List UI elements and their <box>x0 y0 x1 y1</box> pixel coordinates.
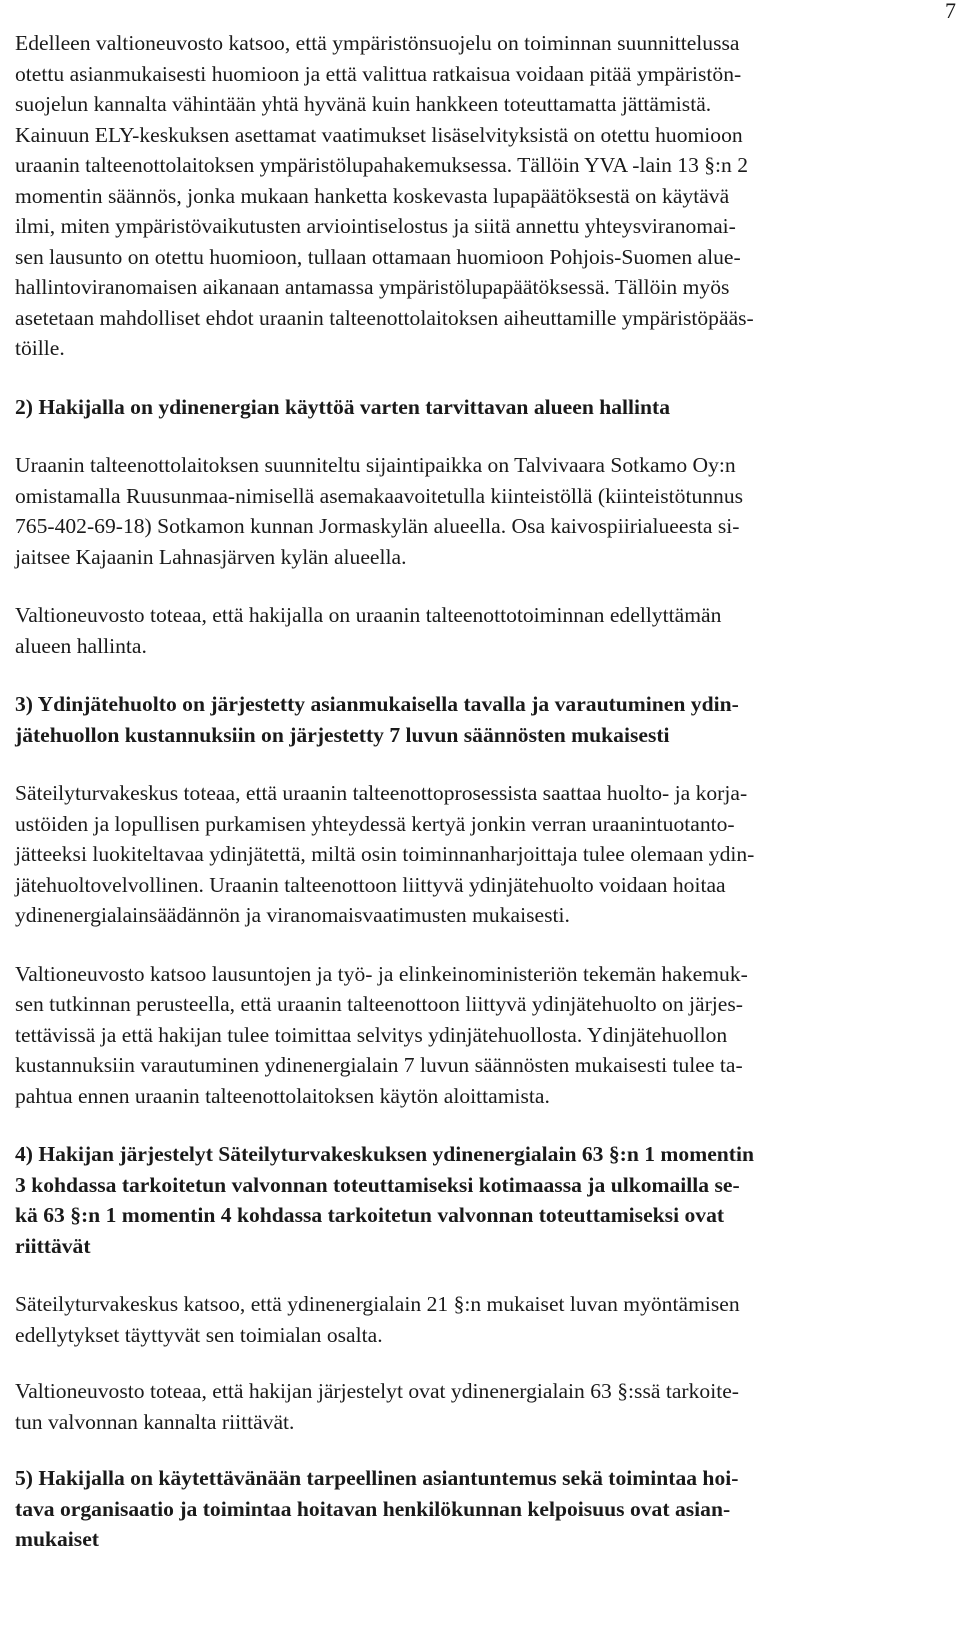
text-line: suojelun kannalta vähintään yhtä hyvänä kuin hankkeen toteuttamatta jättämistä. <box>15 92 712 116</box>
text-line: edellytykset täyttyvät sen toimialan osalta. <box>15 1322 383 1347</box>
text-line: ustöiden ja lopullisen purkamisen yhteydessä kertyä jonkin verran uraanintuotanto- <box>15 811 735 836</box>
text-line: kustannuksiin varautuminen ydinenergialain 7 luvun säännösten mukaisesti tulee ta- <box>15 1053 743 1077</box>
text-line: Valtioneuvosto toteaa, että hakijalla on uraanin talteenottotoiminnan edellyttämän <box>15 603 722 627</box>
text-line: töille. <box>15 336 65 360</box>
text-line: ilmi, miten ympäristövaikutusten arviointiselostus ja siitä annettu yhteysviranomai- <box>15 214 736 238</box>
paragraph-supervision <box>15 1376 945 1437</box>
heading-line: 2) Hakijalla on ydinenergian käyttöä varten tarvittavan alueen hallinta <box>15 394 671 419</box>
text-line: 765-402-69-18) Sotkamon kunnan Jormaskylän alueella. Osa kaivospiirialueesta si- <box>15 514 740 538</box>
text-line: tun valvonnan kannalta riittävät. <box>15 1409 295 1434</box>
text-line: sen lausunto on otettu huomioon, tullaan ottamaan huomioon Pohjois-Suomen alue- <box>15 244 741 269</box>
text-line: tettävissä ja että hakijan tulee toimittaa selvitys ydinjätehuollosta. Ydinjätehuollon <box>15 1022 728 1047</box>
heading-line: 4) Hakijan järjestelyt Säteilyturvakeskuksen ydinenergialain 63 §:n 1 momentin <box>15 1142 754 1166</box>
heading-line: 3) Ydinjätehuolto on järjestetty asianmukaisella tavalla ja varautuminen ydin- <box>15 692 739 716</box>
text-line: pahtua ennen uraanin talteenottolaitoksen käytön aloittamista. <box>15 1083 550 1108</box>
text-line: otettu asianmukaisesti huomioon ja että valittua ratkaisua voidaan pitää ympäristön- <box>15 61 742 86</box>
text-line: momentin säännös, jonka mukaan hanketta koskevasta lupapäätöksestä on käytävä <box>15 183 730 208</box>
text-line: Säteilyturvakeskus katsoo, että ydinenergialain 21 §:n mukaiset luvan myöntämisen <box>15 1292 740 1316</box>
paragraph-nuclear-waste <box>15 778 945 931</box>
paragraph-environmental-protection <box>15 28 945 364</box>
text-line: Edelleen valtioneuvosto katsoo, että ympäristönsuojelu on toiminnan suunnittelussa <box>15 31 740 55</box>
text-line: Kainuun ELY-keskuksen asettamat vaatimukset lisäselvityksistä on otettu huomioon <box>15 122 743 147</box>
text-line: jätehuoltovelvollinen. Uraanin talteenottoon liittyvä ydinjätehuolto voidaan hoitaa <box>15 872 726 897</box>
text-line: Uraanin talteenottolaitoksen suunniteltu sijaintipaikka on Talvivaara Sotkamo Oy:n <box>15 453 736 477</box>
section-heading-4 <box>15 1139 945 1261</box>
text-line: hallintoviranomaisen aikanaan antamassa ympäristölupapäätöksessä. Tällöin myös <box>15 275 730 299</box>
text-line: ydinenergialainsäädännön ja viranomaisvaatimusten mukaisesti. <box>15 903 570 927</box>
heading-line: 5) Hakijalla on käytettävänään tarpeellinen asiantuntemus sekä toimintaa hoi- <box>15 1466 739 1490</box>
text-line: asetetaan mahdolliset ehdot uraanin talteenottolaitoksen aiheuttamille ympäristöpääs- <box>15 305 754 330</box>
heading-line: tava organisaatio ja toimintaa hoitavan henkilökunnan kelpoisuus ovat asian- <box>15 1496 731 1521</box>
paragraph-waste-costs <box>15 959 945 1112</box>
section-heading-2 <box>15 392 945 423</box>
page-number: 7 <box>945 0 956 23</box>
page-content <box>15 28 945 1583</box>
text-line: sen tutkinnan perusteella, että uraanin talteenottoon liittyvä ydinjätehuolto on järjes- <box>15 992 743 1016</box>
heading-line: kä 63 §:n 1 momentin 4 kohdassa tarkoitetun valvonnan toteuttamiseksi ovat <box>15 1203 725 1227</box>
heading-line: 3 kohdassa tarkoitetun valvonnan toteuttamiseksi kotimaassa ja ulkomailla se- <box>15 1172 740 1197</box>
text-line: jätteeksi luokiteltavaa ydinjätettä, miltä osin toiminnanharjoittaja tulee olemaan ydin- <box>15 842 755 866</box>
heading-line: jätehuollon kustannuksiin on järjestetty 7 luvun säännösten mukaisesti <box>15 722 670 747</box>
text-line: Valtioneuvosto katsoo lausuntojen ja työ- ja elinkeinoministeriön tekemän hakemuk- <box>15 961 748 986</box>
text-line: alueen hallinta. <box>15 633 147 658</box>
paragraph-site-location <box>15 450 945 572</box>
heading-line: mukaiset <box>15 1527 99 1551</box>
paragraph-license-conditions <box>15 1289 945 1350</box>
section-heading-5 <box>15 1463 945 1555</box>
heading-line: riittävät <box>15 1233 91 1258</box>
section-heading-3 <box>15 689 945 750</box>
text-line: uraanin talteenottolaitoksen ympäristölupahakemuksessa. Tällöin YVA -lain 13 §:n 2 <box>15 153 749 177</box>
text-line: omistamalla Ruusunmaa-nimisellä asemakaavoitetulla kiinteistöllä (kiinteistötunnus <box>15 483 744 508</box>
text-line: Valtioneuvosto toteaa, että hakijan järjestelyt ovat ydinenergialain 63 §:ssä tarkoite- <box>15 1379 739 1403</box>
paragraph-area-control <box>15 600 945 661</box>
text-line: Säteilyturvakeskus toteaa, että uraanin talteenottoprosessista saattaa huolto- ja korja- <box>15 781 748 805</box>
text-line: jaitsee Kajaanin Lahnasjärven kylän alueella. <box>15 544 407 569</box>
